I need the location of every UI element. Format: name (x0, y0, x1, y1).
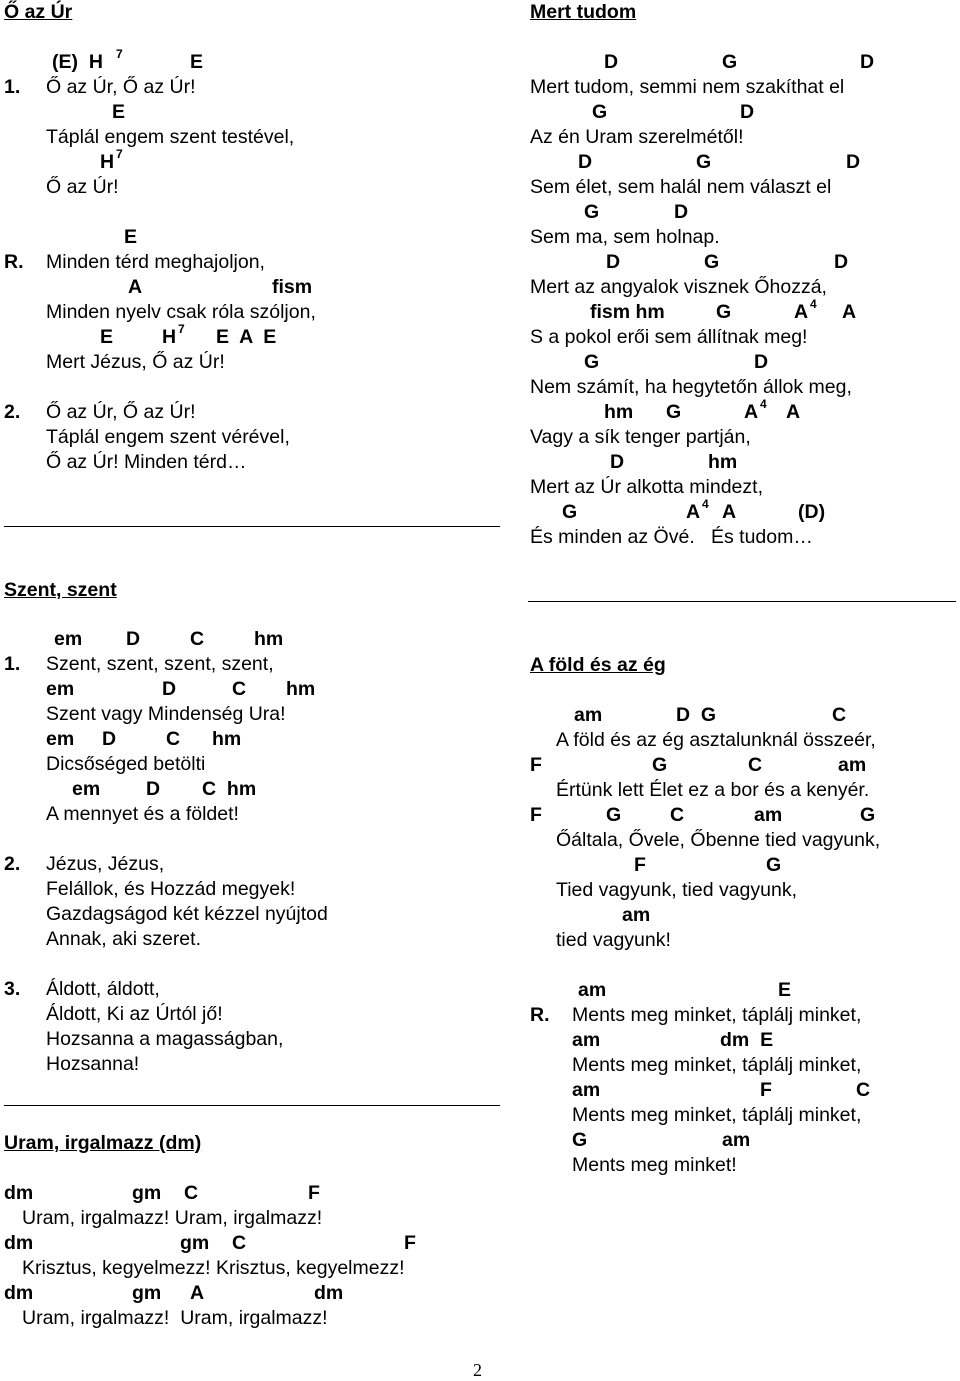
chord: am (838, 754, 867, 776)
chord: D (610, 451, 625, 473)
chord: D (606, 251, 621, 273)
lyric-line: Táplál engem szent vérével, (46, 426, 290, 448)
chord: C (184, 1182, 199, 1204)
chord: am (722, 1129, 751, 1151)
chord-superscript: 7 (116, 147, 123, 161)
verse-number: 1. (4, 653, 21, 675)
chord: D (846, 151, 861, 173)
chord: F (404, 1232, 416, 1254)
chord-superscript: 4 (810, 297, 817, 311)
chord: A (128, 276, 143, 298)
song-title: Uram, irgalmazz (dm) (4, 1132, 202, 1154)
lyric-line: Ments meg minket, táplálj minket, (572, 1004, 862, 1026)
lyric-line: Sem élet, sem halál nem választ el (530, 176, 832, 198)
chord: hm (212, 728, 242, 750)
chord: F (308, 1182, 320, 1204)
chord: am (572, 1079, 601, 1101)
divider (4, 1105, 500, 1106)
chord: H (162, 326, 177, 348)
chord: dm (314, 1282, 344, 1304)
chord: G (584, 351, 600, 373)
chord: D (604, 51, 619, 73)
chord: D G (676, 704, 717, 726)
chord: C (832, 704, 847, 726)
song-title: A föld és az ég (530, 654, 666, 676)
lyric-line: Ments meg minket, táplálj minket, (572, 1054, 862, 1076)
lyric-line: Gazdagságod két kézzel nyújtod (46, 903, 328, 925)
chord: D (860, 51, 875, 73)
chord: gm (132, 1282, 162, 1304)
lyric-line: Áldott, Ki az Úrtól jő! (46, 1003, 223, 1025)
chord: A (786, 401, 801, 423)
lyric-line: Felállok, és Hozzád megyek! (46, 878, 296, 900)
chord: hm (708, 451, 738, 473)
lyric-line: Mert az angyalok visznek Őhozzá, (530, 276, 827, 298)
lyric-line: A föld és az ég asztalunknál összeér, (556, 729, 876, 751)
lyric-line: Ő az Úr! (46, 176, 119, 198)
chord: C (166, 728, 181, 750)
lyric-line: Hozsanna! (46, 1053, 140, 1075)
chord-superscript: 4 (702, 497, 709, 511)
verse-number: 1. (4, 76, 21, 98)
chord: C hm (202, 778, 257, 800)
chord: C (856, 1079, 871, 1101)
chord: dm (4, 1182, 34, 1204)
divider (4, 526, 500, 527)
verse-number: 3. (4, 978, 21, 1000)
lyric-line: Sem ma, sem holnap. (530, 226, 720, 248)
chord: D (834, 251, 849, 273)
lyric-line: Mert az Úr alkotta mindezt, (530, 476, 763, 498)
chord: A (842, 301, 857, 323)
chord: G (666, 401, 682, 423)
lyric-line: Az én Uram szerelmétől! (530, 126, 744, 148)
refrain-label: R. (530, 1004, 550, 1026)
chord: em (54, 628, 83, 650)
chord: G (562, 501, 578, 523)
lyric-line: Krisztus, kegyelmezz! Krisztus, kegyelmezz! (22, 1257, 405, 1279)
chord: am (578, 979, 607, 1001)
song-title: Ő az Úr (4, 1, 73, 23)
chord: D (102, 728, 117, 750)
lyric-line: Jézus, Jézus, (46, 853, 165, 875)
chord: D (578, 151, 593, 173)
lyric-line: Ments meg minket, táplálj minket, (572, 1104, 862, 1126)
lyric-line: Táplál engem szent testével, (46, 126, 295, 148)
chord: G (716, 301, 732, 323)
chord: G (766, 854, 782, 876)
lyric-line: Ő az Úr, Ő az Úr! (46, 401, 196, 423)
verse-number: 2. (4, 853, 21, 875)
chord: H (100, 151, 115, 173)
lyric-line: Értünk lett Élet ez a bor és a kenyér. (556, 779, 870, 801)
lyric-line: Dicsőséged betölti (46, 753, 206, 775)
chord: E (190, 51, 204, 73)
chord: D (754, 351, 769, 373)
chord: dm E (720, 1029, 774, 1051)
lyric-line: Mert Jézus, Ő az Úr! (46, 351, 225, 373)
chord: E A E (216, 326, 277, 348)
chord: gm (180, 1232, 210, 1254)
chord: hm (254, 628, 284, 650)
lyric-line: tied vagyunk! (556, 929, 671, 951)
song-title: Mert tudom (530, 1, 637, 23)
chord-superscript: 7 (116, 47, 123, 61)
chord: G (584, 201, 600, 223)
lyric-line: És minden az Övé. És tudom… (530, 526, 813, 548)
chord: A (722, 501, 737, 523)
chord: A (744, 401, 759, 423)
chord: fism (272, 276, 313, 298)
chord: D (126, 628, 141, 650)
lyric-line: Uram, irgalmazz! Uram, irgalmazz! (22, 1207, 323, 1229)
song-title: Szent, szent (4, 579, 117, 601)
chord-superscript: 4 (760, 397, 767, 411)
chord: C (670, 804, 685, 826)
lyric-line: Mert tudom, semmi nem szakíthat el (530, 76, 845, 98)
chord: G (606, 804, 622, 826)
lyric-line: Nem számít, ha hegytetőn állok meg, (530, 376, 852, 398)
lyric-line: Ő az Úr! Minden térd… (46, 451, 247, 473)
chord: F (634, 854, 646, 876)
chord: em (46, 728, 75, 750)
chord: em (72, 778, 101, 800)
lyric-line: Annak, aki szeret. (46, 928, 201, 950)
chord: dm (4, 1282, 34, 1304)
chord: G (652, 754, 668, 776)
chord: E (100, 326, 114, 348)
lyric-line: Szent, szent, szent, szent, (46, 653, 274, 675)
lyric-line: Minden nyelv csak róla szóljon, (46, 301, 316, 323)
chord: am (572, 1029, 601, 1051)
lyric-line: Áldott, áldott, (46, 978, 160, 1000)
chord: C (232, 678, 247, 700)
chord: D (162, 678, 177, 700)
chord: D (146, 778, 161, 800)
chord: am (622, 904, 651, 926)
lyric-line: A mennyet és a földet! (46, 803, 239, 825)
chord: F (760, 1079, 772, 1101)
chord: E (112, 101, 126, 123)
chord: D (674, 201, 689, 223)
chord: fism hm (590, 301, 665, 323)
chord: F (530, 804, 542, 826)
chord: A (190, 1282, 205, 1304)
chord: dm (4, 1232, 34, 1254)
chord: F (530, 754, 542, 776)
chord: G (704, 251, 720, 273)
chord: C (190, 628, 205, 650)
lyric-line: Uram, irgalmazz! Uram, irgalmazz! (22, 1307, 328, 1329)
chord: (E) H (52, 51, 103, 73)
chord: D (740, 101, 755, 123)
chord: E (778, 979, 792, 1001)
chord: hm (604, 401, 634, 423)
chord: A (794, 301, 809, 323)
chord: C (232, 1232, 247, 1254)
verse-number: 2. (4, 401, 21, 423)
lyric-line: Őáltala, Ővele, Őbenne tied vagyunk, (556, 829, 881, 851)
chord: G (860, 804, 876, 826)
chord: (D) (798, 501, 826, 523)
chord: hm (286, 678, 316, 700)
refrain-label: R. (4, 251, 24, 273)
lyric-line: S a pokol erői sem állítnak meg! (530, 326, 808, 348)
chord: C (748, 754, 763, 776)
chord-superscript: 7 (178, 322, 185, 336)
chord: em (46, 678, 75, 700)
lyric-line: Szent vagy Mindenség Ura! (46, 703, 286, 725)
chord: gm (132, 1182, 162, 1204)
page-number: 2 (473, 1360, 482, 1380)
chord: am (754, 804, 783, 826)
chord: G (592, 101, 608, 123)
lyric-line: Hozsanna a magasságban, (46, 1028, 284, 1050)
lyric-line: Ments meg minket! (572, 1154, 737, 1176)
chord: G (572, 1129, 588, 1151)
lyric-line: Minden térd meghajoljon, (46, 251, 265, 273)
chord: G (722, 51, 738, 73)
chord: E (124, 226, 138, 248)
lyric-line: Ő az Úr, Ő az Úr! (46, 76, 196, 98)
chord: G (696, 151, 712, 173)
chord: am (574, 704, 603, 726)
lyric-line: Vagy a sík tenger partján, (530, 426, 751, 448)
chord: A (686, 501, 701, 523)
divider (528, 601, 956, 602)
lyric-line: Tied vagyunk, tied vagyunk, (556, 879, 797, 901)
